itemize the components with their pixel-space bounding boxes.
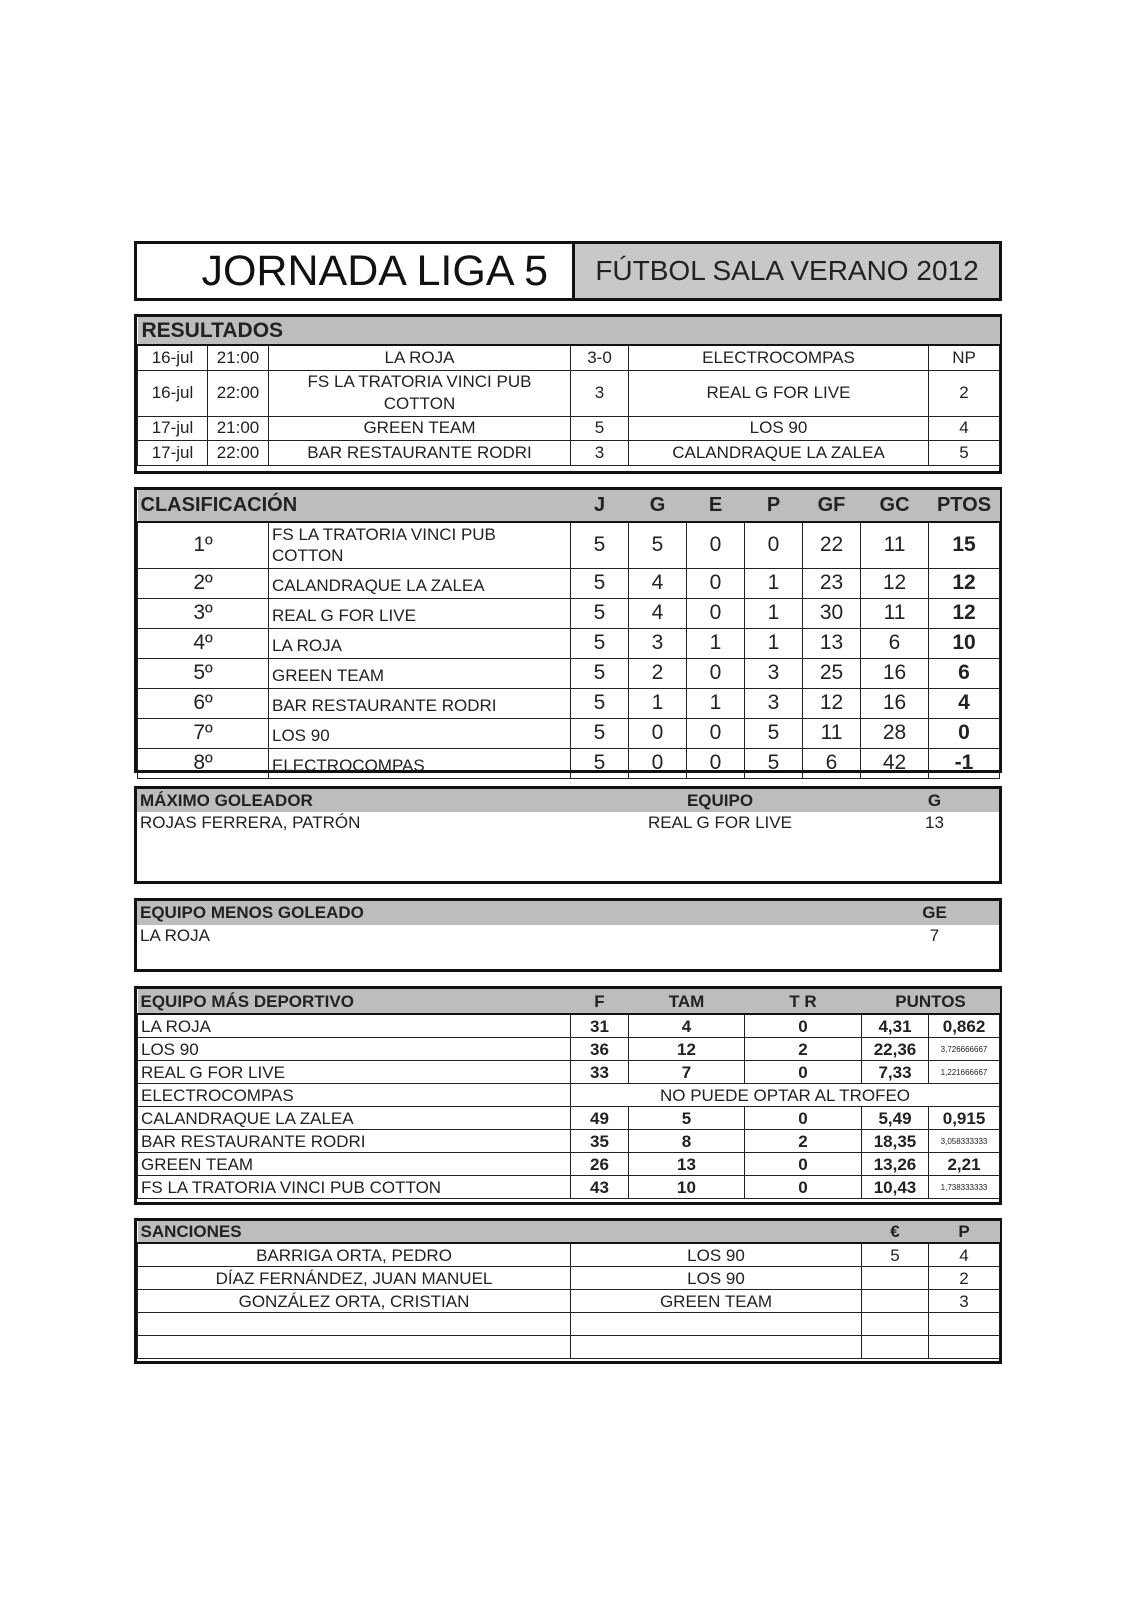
standings-gc: 11 (861, 598, 929, 628)
standings-points: 12 (929, 598, 1000, 628)
standings-team: FS LA TRATORIA VINCI PUB COTTON (269, 522, 571, 568)
result-row (138, 440, 1000, 465)
standings-p: 5 (745, 718, 803, 748)
fair-play-note: NO PUEDE OPTAR AL TROFEO (571, 1084, 1000, 1107)
standings-points: 6 (929, 658, 1000, 688)
fair-play-yellow: 7 (629, 1061, 745, 1084)
fair-play-body (138, 1014, 1000, 1199)
fair-play-fouls: 36 (571, 1038, 629, 1061)
result-home: BAR RESTAURANTE RODRI (269, 440, 571, 465)
least-conceded-team: LA ROJA (140, 926, 210, 945)
sanction-euro (862, 1313, 929, 1336)
standings-j: 5 (571, 522, 629, 568)
sanction-row (138, 1313, 1000, 1336)
sanctions-table (137, 1221, 1000, 1359)
result-home: FS LA TRATORIA VINCI PUB COTTON (269, 370, 571, 416)
fair-play-team: BAR RESTAURANTE RODRI (138, 1130, 571, 1153)
standings-gf: 22 (803, 522, 861, 568)
result-away: CALANDRAQUE LA ZALEA (629, 440, 929, 465)
results-heading: RESULTADOS (138, 317, 1000, 345)
fair-play-ratio: 1,738333333 (929, 1176, 1000, 1199)
sanction-player: BARRIGA ORTA, PEDRO (138, 1243, 571, 1267)
standings-g: 5 (629, 522, 687, 568)
result-score: 5 (571, 416, 629, 440)
standings-j: 5 (571, 718, 629, 748)
standings-e: 1 (687, 688, 745, 718)
standings-position: 5º (138, 658, 269, 688)
fair-play-team: LOS 90 (138, 1038, 571, 1061)
standings-g: 0 (629, 718, 687, 748)
standings-row (138, 718, 1000, 748)
standings-team: GREEN TEAM (269, 658, 571, 688)
result-score: 3 (571, 370, 629, 416)
result-score: 3-0 (571, 345, 629, 370)
sanction-row (138, 1336, 1000, 1359)
fair-play-table (137, 989, 1000, 1199)
fair-play-ratio: 3,726666667 (929, 1038, 1000, 1061)
top-scorer-table (137, 789, 999, 834)
sanction-row (138, 1290, 1000, 1313)
top-scorer-section (134, 786, 1002, 884)
sanction-points: 3 (929, 1290, 1000, 1313)
standings-gf: 12 (803, 688, 861, 718)
standings-e: 0 (687, 718, 745, 748)
sanction-team (571, 1336, 862, 1359)
standings-body (138, 522, 1000, 778)
result-time: 22:00 (208, 370, 269, 416)
fair-play-team: CALANDRAQUE LA ZALEA (138, 1107, 571, 1130)
sanctions-body (138, 1243, 1000, 1359)
fair-play-yellow: 13 (629, 1153, 745, 1176)
results-table (137, 317, 1000, 466)
standings-gf: 13 (803, 628, 861, 658)
result-score: 3 (571, 440, 629, 465)
sanction-points: 2 (929, 1267, 1000, 1290)
standings-gc: 11 (861, 522, 929, 568)
fair-play-row (138, 1061, 1000, 1084)
fair-play-row (138, 1084, 1000, 1107)
fair-play-red: 0 (745, 1014, 862, 1038)
standings-e: 0 (687, 522, 745, 568)
standings-team: BAR RESTAURANTE RODRI (269, 688, 571, 718)
fair-play-ratio: 3,058333333 (929, 1130, 1000, 1153)
standings-e: 0 (687, 568, 745, 598)
fair-play-red: 0 (745, 1107, 862, 1130)
sanctions-section (134, 1218, 1002, 1364)
standings-gc: 6 (861, 628, 929, 658)
fair-play-team: GREEN TEAM (138, 1153, 571, 1176)
standings-position: 7º (138, 718, 269, 748)
fair-play-tr-label: T R (745, 989, 862, 1014)
fair-play-points: 18,35 (862, 1130, 929, 1153)
result-extra: 4 (929, 416, 1000, 440)
fair-play-red: 2 (745, 1130, 862, 1153)
fair-play-row (138, 1176, 1000, 1199)
sanction-points (929, 1336, 1000, 1359)
fair-play-yellow: 8 (629, 1130, 745, 1153)
col-gc: GC (861, 490, 929, 522)
standings-g: 4 (629, 568, 687, 598)
result-date: 17-jul (138, 440, 208, 465)
fair-play-red: 2 (745, 1038, 862, 1061)
standings-gf: 25 (803, 658, 861, 688)
result-time: 21:00 (208, 345, 269, 370)
fair-play-points-label: PUNTOS (862, 989, 1000, 1014)
result-row (138, 370, 1000, 416)
top-scorer-team-label: EQUIPO (570, 789, 870, 812)
col-e: E (687, 490, 745, 522)
standings-j: 5 (571, 658, 629, 688)
fair-play-row (138, 1038, 1000, 1061)
standings-e: 0 (687, 658, 745, 688)
fair-play-team: REAL G FOR LIVE (138, 1061, 571, 1084)
top-scorer-team: REAL G FOR LIVE (648, 813, 792, 832)
standings-position: 6º (138, 688, 269, 718)
standings-row (138, 748, 1000, 778)
fair-play-row (138, 1014, 1000, 1038)
sanctions-euro-label: € (862, 1221, 929, 1243)
sanctions-heading: SANCIONES (138, 1221, 862, 1243)
standings-row (138, 688, 1000, 718)
top-scorer-goals: 13 (925, 813, 944, 832)
fair-play-f-label: F (571, 989, 629, 1014)
standings-g: 1 (629, 688, 687, 718)
standings-gf: 23 (803, 568, 861, 598)
sanction-player (138, 1336, 571, 1359)
standings-points: -1 (929, 748, 1000, 778)
standings-gf: 6 (803, 748, 861, 778)
fair-play-yellow: 5 (629, 1107, 745, 1130)
standings-g: 3 (629, 628, 687, 658)
top-scorer-heading: MÁXIMO GOLEADOR (137, 789, 570, 812)
standings-gf: 30 (803, 598, 861, 628)
fair-play-fouls: 26 (571, 1153, 629, 1176)
standings-points: 10 (929, 628, 1000, 658)
fair-play-yellow: 4 (629, 1014, 745, 1038)
standings-p: 0 (745, 522, 803, 568)
fair-play-fouls: 35 (571, 1130, 629, 1153)
standings-points: 4 (929, 688, 1000, 718)
fair-play-tam-label: TAM (629, 989, 745, 1014)
sanction-team (571, 1313, 862, 1336)
result-away: ELECTROCOMPAS (629, 345, 929, 370)
standings-p: 3 (745, 688, 803, 718)
fair-play-fouls: 49 (571, 1107, 629, 1130)
fair-play-row (138, 1153, 1000, 1176)
result-extra: 2 (929, 370, 1000, 416)
sanctions-p-label: P (929, 1221, 1000, 1243)
least-conceded-ge-label: GE (870, 901, 999, 925)
sanction-points (929, 1313, 1000, 1336)
sanction-euro (862, 1336, 929, 1359)
sanction-euro (862, 1290, 929, 1313)
standings-row (138, 568, 1000, 598)
standings-row (138, 628, 1000, 658)
fair-play-fouls: 33 (571, 1061, 629, 1084)
standings-heading: CLASIFICACIÓN (138, 490, 571, 522)
standings-p: 1 (745, 568, 803, 598)
standings-gc: 12 (861, 568, 929, 598)
sanction-row (138, 1267, 1000, 1290)
sanction-player: DÍAZ FERNÁNDEZ, JUAN MANUEL (138, 1267, 571, 1290)
fair-play-ratio: 1,221666667 (929, 1061, 1000, 1084)
standings-points: 15 (929, 522, 1000, 568)
standings-position: 3º (138, 598, 269, 628)
standings-gc: 16 (861, 688, 929, 718)
result-time: 22:00 (208, 440, 269, 465)
col-ptos: PTOS (929, 490, 1000, 522)
standings-row (138, 522, 1000, 568)
sanction-team: GREEN TEAM (571, 1290, 862, 1313)
standings-gc: 16 (861, 658, 929, 688)
col-j: J (571, 490, 629, 522)
fair-play-points: 10,43 (862, 1176, 929, 1199)
result-row (138, 416, 1000, 440)
fair-play-section (134, 986, 1002, 1205)
standings-e: 1 (687, 628, 745, 658)
sanction-player (138, 1313, 571, 1336)
standings-j: 5 (571, 598, 629, 628)
standings-team: LOS 90 (269, 718, 571, 748)
col-p: P (745, 490, 803, 522)
fair-play-ratio: 0,915 (929, 1107, 1000, 1130)
standings-gc: 42 (861, 748, 929, 778)
standings-p: 1 (745, 598, 803, 628)
least-conceded-heading: EQUIPO MENOS GOLEADO (137, 901, 870, 925)
top-scorer-name: ROJAS FERRERA, PATRÓN (140, 813, 361, 832)
standings-p: 1 (745, 628, 803, 658)
fair-play-points: 4,31 (862, 1014, 929, 1038)
standings-position: 8º (138, 748, 269, 778)
standings-j: 5 (571, 748, 629, 778)
fair-play-points: 5,49 (862, 1107, 929, 1130)
fair-play-points: 13,26 (862, 1153, 929, 1176)
standings-e: 0 (687, 748, 745, 778)
result-time: 21:00 (208, 416, 269, 440)
standings-position: 2º (138, 568, 269, 598)
sanction-team: LOS 90 (571, 1243, 862, 1267)
standings-team: CALANDRAQUE LA ZALEA (269, 568, 571, 598)
fair-play-points: 22,36 (862, 1038, 929, 1061)
sanction-row (138, 1243, 1000, 1267)
fair-play-heading: EQUIPO MÁS DEPORTIVO (138, 989, 571, 1014)
standings-gc: 28 (861, 718, 929, 748)
least-conceded-section (134, 898, 1002, 972)
result-extra: 5 (929, 440, 1000, 465)
result-row (138, 345, 1000, 370)
fair-play-points: 7,33 (862, 1061, 929, 1084)
col-gf: GF (803, 490, 861, 522)
standings-team: LA ROJA (269, 628, 571, 658)
standings-j: 5 (571, 688, 629, 718)
top-scorer-goals-label: G (870, 789, 999, 812)
fair-play-yellow: 12 (629, 1038, 745, 1061)
sanction-player: GONZÁLEZ ORTA, CRISTIAN (138, 1290, 571, 1313)
result-date: 17-jul (138, 416, 208, 440)
standings-gf: 11 (803, 718, 861, 748)
standings-g: 2 (629, 658, 687, 688)
standings-e: 0 (687, 598, 745, 628)
fair-play-fouls: 31 (571, 1014, 629, 1038)
fair-play-team: FS LA TRATORIA VINCI PUB COTTON (138, 1176, 571, 1199)
fair-play-team: LA ROJA (138, 1014, 571, 1038)
standings-table (137, 490, 1000, 779)
least-conceded-table (137, 901, 999, 947)
standings-g: 0 (629, 748, 687, 778)
standings-j: 5 (571, 628, 629, 658)
title-box (134, 241, 1002, 301)
standings-p: 5 (745, 748, 803, 778)
fair-play-ratio: 0,862 (929, 1014, 1000, 1038)
sanction-team: LOS 90 (571, 1267, 862, 1290)
fair-play-fouls: 43 (571, 1176, 629, 1199)
jornada-title: JORNADA LIGA 5 (137, 244, 575, 298)
result-home: LA ROJA (269, 345, 571, 370)
fair-play-red: 0 (745, 1176, 862, 1199)
result-home: GREEN TEAM (269, 416, 571, 440)
result-extra: NP (929, 345, 1000, 370)
standings-j: 5 (571, 568, 629, 598)
sanction-euro: 5 (862, 1243, 929, 1267)
standings-position: 1º (138, 522, 269, 568)
tournament-title: FÚTBOL SALA VERANO 2012 (575, 244, 999, 298)
result-away: REAL G FOR LIVE (629, 370, 929, 416)
fair-play-team: ELECTROCOMPAS (138, 1084, 571, 1107)
standings-p: 3 (745, 658, 803, 688)
standings-points: 0 (929, 718, 1000, 748)
standings-row (138, 658, 1000, 688)
standings-section (134, 487, 1002, 773)
least-conceded-ge: 7 (929, 926, 940, 945)
sanction-euro (862, 1267, 929, 1290)
sanction-points: 4 (929, 1243, 1000, 1267)
fair-play-row (138, 1130, 1000, 1153)
standings-g: 4 (629, 598, 687, 628)
fair-play-red: 0 (745, 1153, 862, 1176)
standings-team: ELECTROCOMPAS (269, 748, 571, 778)
result-date: 16-jul (138, 370, 208, 416)
col-g: G (629, 490, 687, 522)
standings-row (138, 598, 1000, 628)
results-section (134, 314, 1002, 474)
standings-position: 4º (138, 628, 269, 658)
result-date: 16-jul (138, 345, 208, 370)
fair-play-row (138, 1107, 1000, 1130)
standings-team: REAL G FOR LIVE (269, 598, 571, 628)
result-away: LOS 90 (629, 416, 929, 440)
standings-points: 12 (929, 568, 1000, 598)
fair-play-yellow: 10 (629, 1176, 745, 1199)
fair-play-red: 0 (745, 1061, 862, 1084)
fair-play-ratio: 2,21 (929, 1153, 1000, 1176)
